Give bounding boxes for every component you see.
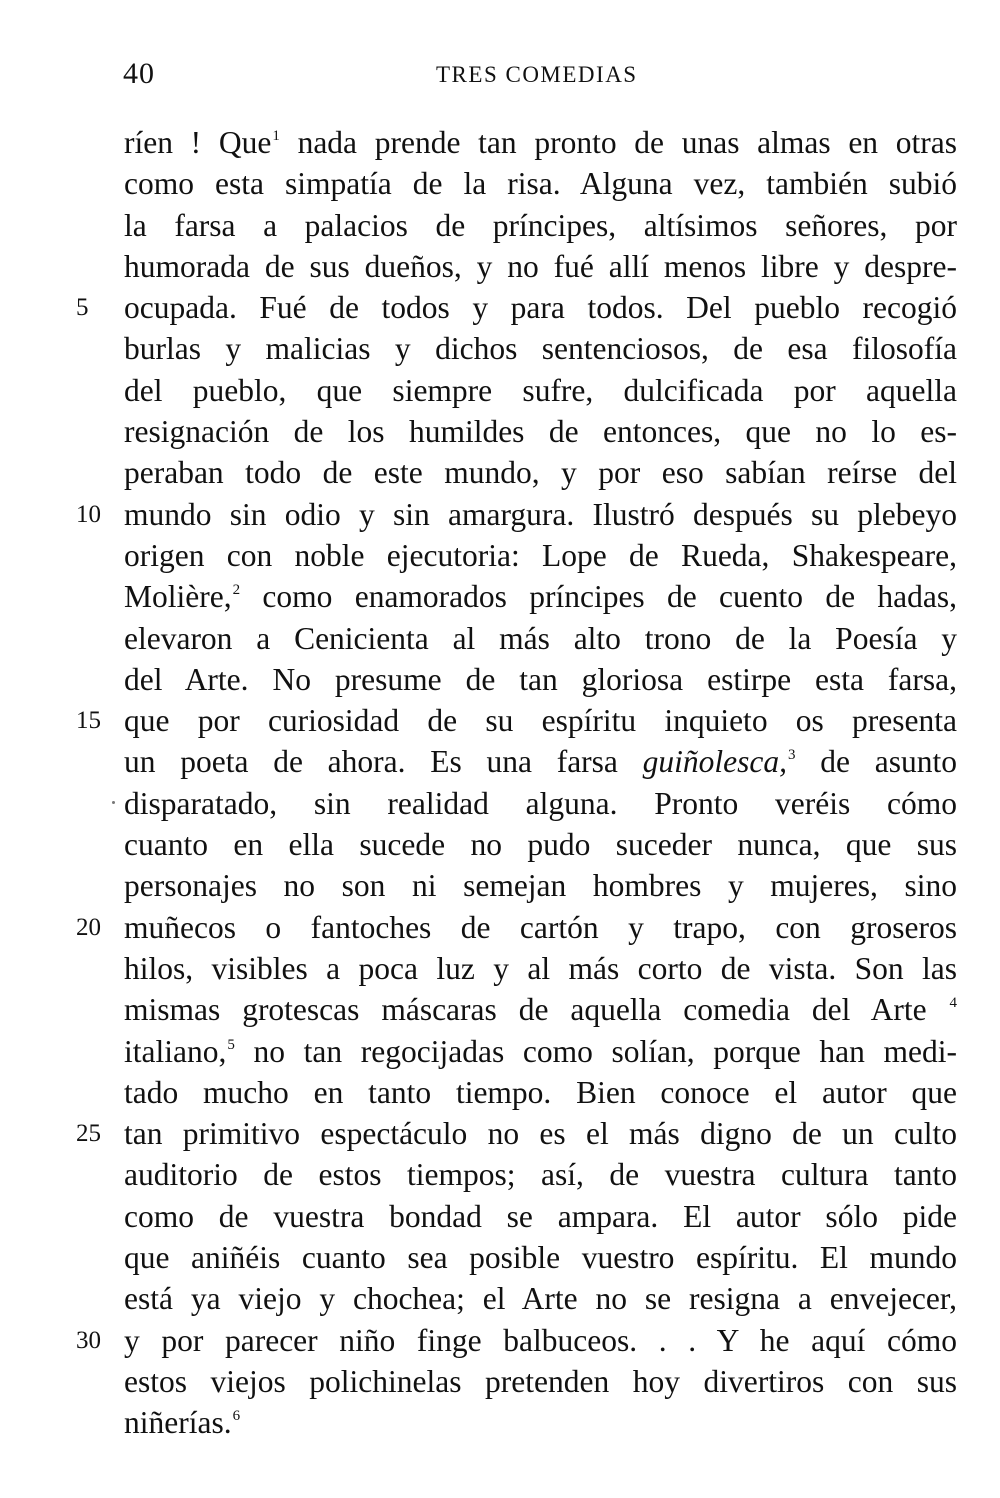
text-line <box>124 1278 957 1319</box>
line-text <box>124 1237 957 1278</box>
text-line <box>76 700 957 741</box>
line-text <box>124 287 957 328</box>
line-text <box>124 989 957 1030</box>
line-text <box>124 659 957 700</box>
text-run: como de vuestra bondad se ampara. El autor sólo pide <box>124 1198 957 1234</box>
text-run: auditorio de estos tiempos; así, de vuestra cultura tanto <box>124 1157 957 1193</box>
line-number: 10 <box>76 500 101 528</box>
line-text <box>124 163 957 204</box>
line-text <box>124 1402 957 1443</box>
line-text <box>124 741 957 782</box>
text-run: elevaron a Cenicienta al más alto trono de la Poesía y <box>124 620 957 656</box>
line-text <box>124 824 957 865</box>
line-text <box>124 1361 957 1402</box>
running-title: TRES COMEDIAS <box>436 62 638 87</box>
line-text <box>124 1113 957 1154</box>
text-line <box>76 907 957 948</box>
text-line <box>124 783 957 824</box>
text-line <box>124 989 957 1030</box>
text-line <box>76 1113 957 1154</box>
line-text <box>124 370 957 411</box>
text-run: tan primitivo espectáculo no es el más digno de un culto <box>124 1116 957 1152</box>
text-run: de asunto <box>795 744 957 780</box>
footnote-reference: 5 <box>227 1036 235 1053</box>
text-line <box>124 1031 957 1072</box>
text-line <box>76 287 957 328</box>
body-text <box>76 122 957 1444</box>
page-number: 40 <box>123 57 155 90</box>
line-text <box>124 1196 957 1237</box>
text-line <box>124 535 957 576</box>
line-text <box>124 122 957 163</box>
text-run: hilos, visibles a poca luz y al más corto de vista. Son las <box>124 950 957 986</box>
text-run: burlas y malicias y dichos sentenciosos, de esa filosofía <box>124 331 957 367</box>
line-text <box>124 1072 957 1113</box>
text-line <box>76 494 957 535</box>
text-run: ríen ! Que <box>124 125 272 160</box>
line-text <box>124 494 957 535</box>
text-run: origen con noble ejecutoria: Lope de Rueda, Shakespeare, <box>124 537 957 573</box>
text-run: como esta simpatía de la risa. Alguna vez, también subió <box>124 166 957 202</box>
text-run: mismas grotescas máscaras de aquella comedia del Arte <box>124 992 949 1028</box>
text-run: estos viejos polichinelas pretenden hoy divertiros con sus <box>124 1363 957 1399</box>
text-run: que por curiosidad de su espíritu inquieto os presenta <box>124 703 957 739</box>
text-run: personajes no son ni semejan hombres y mujeres, sino <box>124 868 957 904</box>
line-number: 20 <box>76 913 101 941</box>
text-run: un poeta de ahora. Es una farsa <box>124 744 643 780</box>
line-number: 15 <box>76 707 101 735</box>
text-run: no tan regocijadas como solían, porque han medi- <box>234 1033 957 1069</box>
text-line <box>124 576 957 617</box>
line-number: 30 <box>76 1326 101 1354</box>
text-run: italiano, <box>124 1033 227 1069</box>
line-text <box>124 783 957 824</box>
text-run: mundo sin odio y sin amargura. Ilustró después su plebeyo <box>124 496 957 532</box>
line-text <box>124 535 957 576</box>
line-text <box>124 246 957 287</box>
line-text <box>124 576 957 617</box>
text-line <box>124 741 957 782</box>
text-line <box>124 865 957 906</box>
margin-mark <box>112 801 115 804</box>
line-number: 5 <box>76 294 89 322</box>
footnote-reference: 2 <box>232 582 241 599</box>
line-text <box>124 411 957 452</box>
text-line <box>124 1072 957 1113</box>
italic-text: guiñolesca, <box>642 744 788 780</box>
footnote-reference: 3 <box>788 747 796 764</box>
line-text <box>124 948 957 989</box>
text-run: niñerías. <box>124 1405 232 1441</box>
line-text <box>124 907 957 948</box>
text-run: como enamorados príncipes de cuento de hadas, <box>240 579 957 615</box>
line-text <box>124 1278 957 1319</box>
footnote-reference: 4 <box>949 995 957 1012</box>
text-line <box>124 1237 957 1278</box>
text-line <box>124 948 957 989</box>
text-run: muñecos o fantoches de cartón y trapo, con groseros <box>124 909 957 945</box>
line-text <box>124 618 957 659</box>
text-run: la farsa a palacios de príncipes, altísimos señores, por <box>124 207 957 243</box>
text-line <box>124 1154 957 1195</box>
text-run: que aniñéis cuanto sea posible vuestro espíritu. El mundo <box>124 1240 957 1276</box>
line-text <box>124 1154 957 1195</box>
footnote-reference: 1 <box>272 128 280 144</box>
text-run: humorada de sus dueños, y no fué allí menos libre y despre- <box>124 248 957 284</box>
text-run: resignación de los humildes de entonces, que no lo es- <box>124 414 957 450</box>
line-text <box>124 865 957 906</box>
text-line <box>76 1320 957 1361</box>
line-number: 25 <box>76 1120 101 1148</box>
text-run: del pueblo, que siempre sufre, dulcificada por aquella <box>124 372 957 408</box>
text-line <box>124 1402 957 1443</box>
line-text <box>124 205 957 246</box>
text-run: ocupada. Fué de todos y para todos. Del pueblo recogió <box>124 290 957 326</box>
text-line <box>124 411 957 452</box>
text-line <box>124 370 957 411</box>
line-text <box>124 1320 957 1361</box>
text-run: y por parecer niño finge balbuceos. . . Y he aquí cómo <box>124 1322 957 1358</box>
line-text <box>124 1031 957 1072</box>
text-line <box>124 246 957 287</box>
text-run: disparatado, sin realidad alguna. Pronto veréis cómo <box>124 785 957 821</box>
footnote-reference: 6 <box>232 1408 241 1425</box>
line-text <box>124 328 957 369</box>
text-line <box>124 659 957 700</box>
text-line <box>124 452 957 493</box>
text-run: está ya viejo y chochea; el Arte no se resigna a envejecer, <box>124 1281 957 1317</box>
text-run: nada prende tan pronto de unas almas en otras <box>279 125 957 160</box>
text-line <box>124 163 957 204</box>
line-text <box>124 700 957 741</box>
text-line <box>124 205 957 246</box>
text-line <box>124 1361 957 1402</box>
text-run: tado mucho en tanto tiempo. Bien conoce el autor que <box>124 1074 957 1110</box>
text-run: peraban todo de este mundo, y por eso sabían reírse del <box>124 455 957 491</box>
text-line <box>124 824 957 865</box>
text-run: Molière, <box>124 579 232 615</box>
text-run: cuanto en ella sucede no pudo suceder nunca, que sus <box>124 827 957 863</box>
text-line <box>124 122 957 163</box>
line-text <box>124 452 957 493</box>
text-line <box>124 328 957 369</box>
text-line <box>124 1196 957 1237</box>
text-run: del Arte. No presume de tan gloriosa estirpe esta farsa, <box>124 661 957 697</box>
text-line <box>124 618 957 659</box>
